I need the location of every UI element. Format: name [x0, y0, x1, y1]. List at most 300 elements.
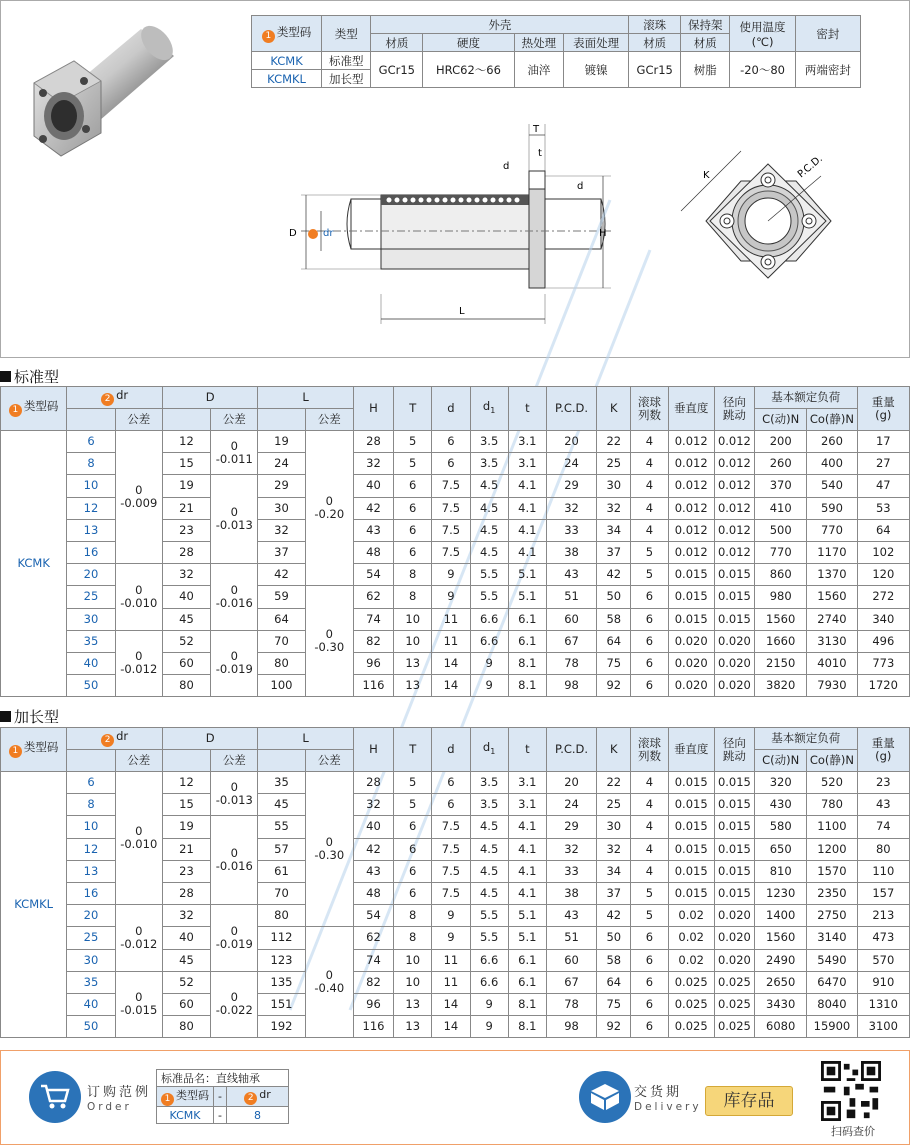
- static-load-cell: 6470: [807, 971, 857, 993]
- dr-header-label: dr: [116, 388, 129, 402]
- order-example-table: [156, 1069, 289, 1124]
- cart-icon: [29, 1071, 81, 1123]
- L-cell: 24: [258, 453, 305, 475]
- D-cell: 28: [162, 541, 210, 563]
- t-cell: 4.1: [508, 497, 546, 519]
- runout-cell: 0.015: [714, 794, 754, 816]
- weight-cell: 64: [857, 519, 909, 541]
- d1-cell: 3.5: [470, 794, 508, 816]
- runout-cell: 0.015: [714, 882, 754, 904]
- table-row: [1, 905, 910, 927]
- ball-rows-cell: 6: [631, 652, 668, 674]
- T-cell: 13: [394, 1016, 432, 1038]
- standard-size-table: [0, 386, 910, 697]
- T-cell: 8: [394, 564, 432, 586]
- dynamic-load-cell: 650: [755, 838, 807, 860]
- runout-cell: 0.015: [714, 564, 754, 586]
- badge-1: 1: [9, 404, 22, 417]
- perpendicularity-cell: 0.015: [668, 816, 714, 838]
- H-cell: 74: [353, 608, 393, 630]
- L-blank-header: [258, 750, 305, 772]
- hardness-header: 硬度: [423, 34, 514, 52]
- D-cell: 23: [162, 860, 210, 882]
- ball-rows-cell: 5: [631, 882, 668, 904]
- d-cell: 9: [432, 564, 470, 586]
- d1-cell: 6.6: [470, 971, 508, 993]
- H-cell: 96: [353, 652, 393, 674]
- dynamic-load-cell: 1400: [755, 905, 807, 927]
- dynamic-load-cell: 2490: [755, 949, 807, 971]
- ball-rows-cell: 6: [631, 630, 668, 652]
- heat-header: 热处理: [514, 34, 563, 52]
- pcd-cell: 51: [546, 586, 596, 608]
- ball-rows-cell: 5: [631, 541, 668, 563]
- material-header: 材质: [371, 34, 423, 52]
- dynamic-load-cell: 6080: [755, 1016, 807, 1038]
- runout-cell: 0.015: [714, 586, 754, 608]
- d1-header-label: d: [482, 399, 491, 413]
- order-code-value: KCMK: [157, 1107, 214, 1124]
- perpendicularity-cell: 0.012: [668, 541, 714, 563]
- pcd-cell: 33: [546, 860, 596, 882]
- dr-cell: 16: [67, 541, 115, 563]
- square-icon: [0, 371, 11, 382]
- type-name: 加长型: [322, 70, 371, 88]
- d1-cell: 4.5: [470, 541, 508, 563]
- d1-header-sub: 1: [490, 747, 496, 756]
- L-cell: 37: [258, 541, 305, 563]
- pcd-cell: 98: [546, 675, 596, 697]
- badge-1: 1: [9, 745, 22, 758]
- K-cell: 37: [597, 882, 631, 904]
- L-cell: 123: [258, 949, 305, 971]
- table-row: [1, 431, 910, 453]
- d1-cell: 6.6: [470, 630, 508, 652]
- T-cell: 6: [394, 816, 432, 838]
- temp-value: -20～80: [730, 52, 795, 88]
- D-cell: 80: [162, 675, 210, 697]
- type-name: 标准型: [322, 52, 371, 70]
- D-cell: 21: [162, 838, 210, 860]
- perpendicularity-cell: 0.025: [668, 971, 714, 993]
- L-tolerance-cell: 0 -0.40: [305, 927, 353, 1038]
- D-cell: 19: [162, 816, 210, 838]
- temp-header: [730, 16, 795, 52]
- L-cell: 32: [258, 519, 305, 541]
- weight-cell: 570: [857, 949, 909, 971]
- K-cell: 64: [597, 630, 631, 652]
- d-cell: 14: [432, 993, 470, 1015]
- ball-rows-cell: 4: [631, 860, 668, 882]
- T-cell: 8: [394, 927, 432, 949]
- dr-cell: 10: [67, 475, 115, 497]
- runout-cell: 0.012: [714, 519, 754, 541]
- weight-cell: 53: [857, 497, 909, 519]
- T-cell: 5: [394, 794, 432, 816]
- static-load-cell: 590: [807, 497, 857, 519]
- T-cell: 5: [394, 453, 432, 475]
- type-code: KCMKL: [252, 70, 322, 88]
- pcd-cell: 29: [546, 475, 596, 497]
- d1-cell: 5.5: [470, 564, 508, 586]
- pcd-cell: 98: [546, 1016, 596, 1038]
- dynamic-load-cell: 2150: [755, 652, 807, 674]
- pcd-cell: 60: [546, 949, 596, 971]
- t-cell: 6.1: [508, 630, 546, 652]
- K-cell: 58: [597, 949, 631, 971]
- delivery-cn-label: 交货期: [634, 1085, 683, 1100]
- d-cell: 14: [432, 1016, 470, 1038]
- runout-cell: 0.025: [714, 1016, 754, 1038]
- code-header-label: 类型码: [276, 25, 312, 39]
- K-cell: 25: [597, 453, 631, 475]
- weight-cell: 496: [857, 630, 909, 652]
- dr-cell: 50: [67, 675, 115, 697]
- static-load-cell: 4010: [807, 652, 857, 674]
- dr-cell: 20: [67, 564, 115, 586]
- T-cell: 6: [394, 860, 432, 882]
- dynamic-load-cell: 320: [755, 772, 807, 794]
- static-load-cell: 400: [807, 453, 857, 475]
- runout-cell: 0.025: [714, 971, 754, 993]
- dr-cell: 13: [67, 519, 115, 541]
- delivery-en-label: Delivery: [634, 1101, 702, 1113]
- L-cell: 135: [258, 971, 305, 993]
- D-cell: 19: [162, 475, 210, 497]
- static-load-cell: 1170: [807, 541, 857, 563]
- order-dr-header: [226, 1087, 288, 1107]
- dynamic-load-cell: 200: [755, 431, 807, 453]
- pcd-cell: 51: [546, 927, 596, 949]
- H-cell: 62: [353, 927, 393, 949]
- pcd-header: P.C.D.: [546, 728, 596, 772]
- t-cell: 3.1: [508, 794, 546, 816]
- d-label: d: [577, 181, 584, 192]
- runout-cell: 0.020: [714, 927, 754, 949]
- weight-cell: 47: [857, 475, 909, 497]
- ball-rows-cell: 4: [631, 497, 668, 519]
- weight-header-label: 重量: [871, 394, 895, 409]
- d1-cell: 4.5: [470, 519, 508, 541]
- dr-cell: 30: [67, 608, 115, 630]
- perp-header: 垂直度: [668, 728, 714, 772]
- T-cell: 6: [394, 497, 432, 519]
- long-title-text: 加长型: [14, 708, 60, 726]
- weight-header-unit: (g): [875, 407, 892, 422]
- K-cell: 92: [597, 675, 631, 697]
- K-cell: 58: [597, 608, 631, 630]
- D-cell: 60: [162, 993, 210, 1015]
- load-header: 基本额定负荷: [755, 387, 858, 409]
- badge-1: 1: [161, 1093, 174, 1106]
- T-cell: 10: [394, 630, 432, 652]
- runout-cell: 0.020: [714, 630, 754, 652]
- D-cell: 60: [162, 652, 210, 674]
- L-cell: 70: [258, 882, 305, 904]
- runout-cell: 0.020: [714, 905, 754, 927]
- dynamic-load-cell: 1560: [755, 927, 807, 949]
- T-cell: 6: [394, 541, 432, 563]
- perpendicularity-cell: 0.02: [668, 949, 714, 971]
- dr-tolerance-cell: 0 -0.009: [115, 431, 162, 564]
- d1-label: d: [503, 161, 510, 172]
- runout-header: 径向跳动: [714, 387, 754, 431]
- dr-tolerance-cell: 0 -0.012: [115, 905, 162, 972]
- static-load-cell: 2750: [807, 905, 857, 927]
- surface-header: 表面处理: [564, 34, 629, 52]
- perpendicularity-cell: 0.020: [668, 652, 714, 674]
- runout-header: 径向跳动: [714, 728, 754, 772]
- T-cell: 5: [394, 431, 432, 453]
- runout-cell: 0.012: [714, 453, 754, 475]
- d-cell: 6: [432, 431, 470, 453]
- ball-rows-cell: 6: [631, 927, 668, 949]
- d-cell: 6: [432, 772, 470, 794]
- T-cell: 13: [394, 675, 432, 697]
- d1-header: [470, 387, 508, 431]
- runout-cell: 0.015: [714, 772, 754, 794]
- temp-header-label: 使用温度: [739, 19, 786, 34]
- t-cell: 4.1: [508, 838, 546, 860]
- d-cell: 7.5: [432, 882, 470, 904]
- code-header-label: 类型码: [23, 399, 59, 413]
- badge-2: 2: [101, 393, 114, 406]
- static-load-cell: 5490: [807, 949, 857, 971]
- K-cell: 25: [597, 794, 631, 816]
- weight-cell: 910: [857, 971, 909, 993]
- ball-rows-cell: 6: [631, 993, 668, 1015]
- dynamic-load-cell: 1660: [755, 630, 807, 652]
- square-icon: [0, 711, 11, 722]
- dr-cell: 6: [67, 431, 115, 453]
- d1-cell: 5.5: [470, 927, 508, 949]
- pcd-cell: 43: [546, 905, 596, 927]
- weight-cell: 473: [857, 927, 909, 949]
- dr-label: dr: [323, 228, 334, 239]
- dr-cell: 40: [67, 652, 115, 674]
- weight-cell: 17: [857, 431, 909, 453]
- weight-header-label: 重量: [871, 735, 895, 750]
- L-label: L: [459, 306, 465, 317]
- runout-cell: 0.012: [714, 497, 754, 519]
- dr-tolerance-cell: 0 -0.012: [115, 630, 162, 697]
- pcd-cell: 32: [546, 497, 596, 519]
- H-cell: 43: [353, 519, 393, 541]
- D-cell: 12: [162, 772, 210, 794]
- C-header: C(动)N: [755, 750, 807, 772]
- static-load-cell: 1100: [807, 816, 857, 838]
- ball-rows-cell: 4: [631, 431, 668, 453]
- D-tolerance-cell: 0 -0.016: [211, 816, 258, 905]
- T-cell: 5: [394, 772, 432, 794]
- pcd-cell: 67: [546, 630, 596, 652]
- K-cell: 34: [597, 860, 631, 882]
- dynamic-load-cell: 410: [755, 497, 807, 519]
- K-cell: 22: [597, 772, 631, 794]
- D-cell: 52: [162, 971, 210, 993]
- d-cell: 7.5: [432, 816, 470, 838]
- pcd-cell: 32: [546, 838, 596, 860]
- dynamic-load-cell: 3820: [755, 675, 807, 697]
- d1-cell: 4.5: [470, 882, 508, 904]
- dr-cell: 35: [67, 630, 115, 652]
- static-load-cell: 780: [807, 794, 857, 816]
- K-cell: 42: [597, 905, 631, 927]
- d-cell: 11: [432, 630, 470, 652]
- runout-cell: 0.015: [714, 608, 754, 630]
- pcd-cell: 29: [546, 816, 596, 838]
- weight-cell: 1720: [857, 675, 909, 697]
- T-cell: 13: [394, 993, 432, 1015]
- L-tolerance-cell: 0 -0.30: [305, 586, 353, 697]
- pcd-cell: 60: [546, 608, 596, 630]
- static-load-cell: 3130: [807, 630, 857, 652]
- t-cell: 8.1: [508, 652, 546, 674]
- D-cell: 15: [162, 794, 210, 816]
- table-row: [1, 564, 910, 586]
- rows-header: 滚球列数: [631, 387, 668, 431]
- order-dr-label: dr: [259, 1088, 271, 1101]
- weight-cell: 773: [857, 652, 909, 674]
- L-cell: 64: [258, 608, 305, 630]
- weight-cell: 23: [857, 772, 909, 794]
- front-view-drawing: [671, 136, 871, 316]
- K-cell: 92: [597, 1016, 631, 1038]
- D-tolerance-cell: 0 -0.019: [211, 905, 258, 972]
- dr-header-label: dr: [116, 729, 129, 743]
- static-load-cell: 15900: [807, 1016, 857, 1038]
- dynamic-load-cell: 3430: [755, 993, 807, 1015]
- t-cell: 5.1: [508, 905, 546, 927]
- order-dr-value: 8: [226, 1107, 288, 1124]
- weight-header-unit: (g): [875, 748, 892, 763]
- pcd-cell: 43: [546, 564, 596, 586]
- runout-cell: 0.020: [714, 675, 754, 697]
- ball-rows-cell: 6: [631, 971, 668, 993]
- H-cell: 48: [353, 882, 393, 904]
- L-cell: 100: [258, 675, 305, 697]
- standard-name: 标准品名：直线轴承: [157, 1070, 289, 1087]
- long-size-table: [0, 727, 910, 1038]
- runout-cell: 0.015: [714, 838, 754, 860]
- side-view-drawing: [281, 119, 621, 331]
- d1-cell: 5.5: [470, 905, 508, 927]
- ball-rows-cell: 4: [631, 838, 668, 860]
- K-cell: 75: [597, 993, 631, 1015]
- T-cell: 6: [394, 475, 432, 497]
- H-cell: 42: [353, 838, 393, 860]
- weight-cell: 102: [857, 541, 909, 563]
- code-header-label: 类型码: [23, 740, 59, 754]
- code-header: [1, 387, 67, 431]
- dynamic-load-cell: 860: [755, 564, 807, 586]
- C-header: C(动)N: [755, 409, 807, 431]
- K-cell: 32: [597, 497, 631, 519]
- dynamic-load-cell: 810: [755, 860, 807, 882]
- runout-cell: 0.020: [714, 949, 754, 971]
- seal-header: 密封: [795, 16, 860, 52]
- t-cell: 4.1: [508, 882, 546, 904]
- d1-cell: 9: [470, 993, 508, 1015]
- K-cell: 22: [597, 431, 631, 453]
- table-row: [1, 630, 910, 652]
- K-cell: 75: [597, 652, 631, 674]
- qr-code-icon[interactable]: [821, 1061, 881, 1121]
- t-cell: 4.1: [508, 860, 546, 882]
- t-cell: 3.1: [508, 453, 546, 475]
- K-cell: 50: [597, 927, 631, 949]
- d1-cell: 3.5: [470, 772, 508, 794]
- T-cell: 6: [394, 838, 432, 860]
- d1-cell: 4.5: [470, 497, 508, 519]
- standard-table-body: [1, 431, 910, 697]
- dr-cell: 16: [67, 882, 115, 904]
- H-cell: 40: [353, 475, 393, 497]
- D-blank-header: [162, 409, 210, 431]
- K-cell: 30: [597, 816, 631, 838]
- ball-rows-cell: 6: [631, 586, 668, 608]
- dynamic-load-cell: 260: [755, 453, 807, 475]
- t-cell: 4.1: [508, 475, 546, 497]
- L-cell: 35: [258, 772, 305, 794]
- D-cell: 80: [162, 1016, 210, 1038]
- dr-header: [67, 728, 163, 750]
- L-blank-header: [258, 409, 305, 431]
- t-cell: 6.1: [508, 608, 546, 630]
- t-cell: 8.1: [508, 675, 546, 697]
- t-cell: 8.1: [508, 1016, 546, 1038]
- standard-title-text: 标准型: [14, 368, 60, 386]
- weight-cell: 80: [857, 838, 909, 860]
- t-cell: 4.1: [508, 816, 546, 838]
- dr-tol-header: 公差: [115, 750, 162, 772]
- t-cell: 5.1: [508, 927, 546, 949]
- d-header: d: [432, 387, 470, 431]
- K-header: K: [597, 728, 631, 772]
- D-tolerance-cell: 0 -0.013: [211, 772, 258, 816]
- H-cell: 40: [353, 816, 393, 838]
- T-cell: 6: [394, 519, 432, 541]
- weight-cell: 3100: [857, 1016, 909, 1038]
- badge-2-icon: [308, 229, 318, 239]
- H-cell: 116: [353, 675, 393, 697]
- d-cell: 7.5: [432, 541, 470, 563]
- table-row: [1, 971, 910, 993]
- pcd-cell: 24: [546, 453, 596, 475]
- D-tol-header: 公差: [211, 409, 258, 431]
- L-cell: 151: [258, 993, 305, 1015]
- D-blank-header: [162, 750, 210, 772]
- product-photo: [29, 21, 179, 166]
- d-cell: 11: [432, 949, 470, 971]
- L-cell: 112: [258, 927, 305, 949]
- static-load-cell: 260: [807, 431, 857, 453]
- L-cell: 59: [258, 586, 305, 608]
- K-header: K: [597, 387, 631, 431]
- H-cell: 42: [353, 497, 393, 519]
- L-cell: 19: [258, 431, 305, 453]
- D-tolerance-cell: 0 -0.019: [211, 630, 258, 697]
- runout-cell: 0.012: [714, 475, 754, 497]
- L-cell: 61: [258, 860, 305, 882]
- d-cell: 7.5: [432, 860, 470, 882]
- weight-cell: 213: [857, 905, 909, 927]
- d1-cell: 9: [470, 1016, 508, 1038]
- runout-cell: 0.012: [714, 431, 754, 453]
- perpendicularity-cell: 0.015: [668, 860, 714, 882]
- L-cell: 42: [258, 564, 305, 586]
- pcd-header: P.C.D.: [546, 387, 596, 431]
